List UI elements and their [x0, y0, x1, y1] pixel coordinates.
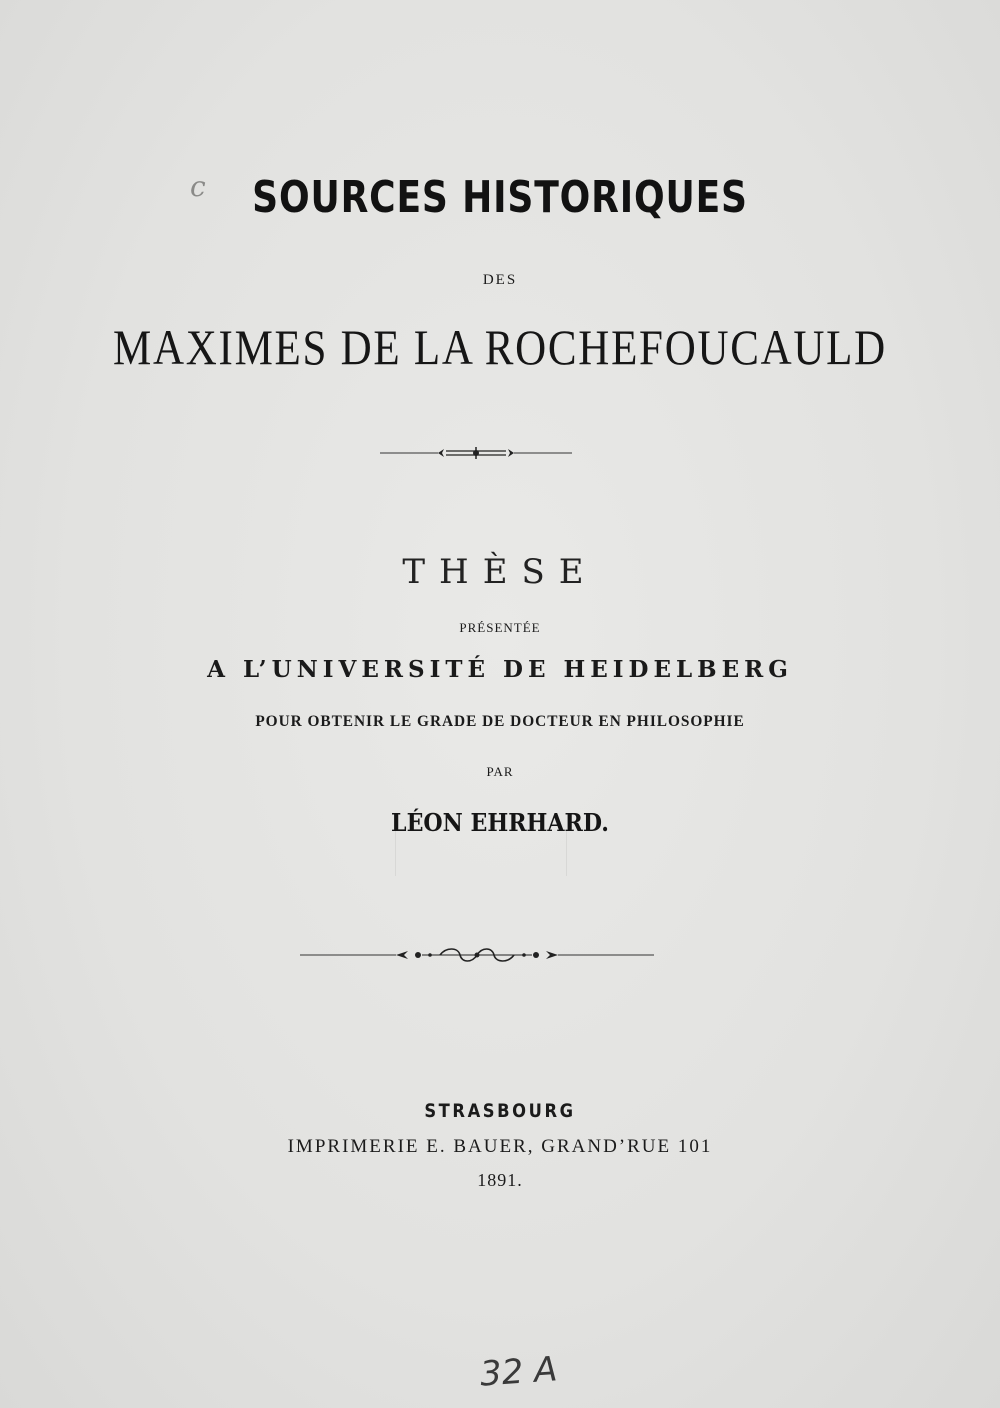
by-label: PAR [486, 764, 514, 779]
presented-label: PRÉSENTÉE [459, 620, 541, 635]
title-connector: DES [482, 272, 518, 288]
imprint-city: STRASBOURG [424, 1100, 576, 1122]
thesis-label: THÈSE [402, 552, 598, 592]
handwritten-shelfmark: 32 A [478, 1349, 559, 1395]
author-name: LÉON EHRHARD. [391, 808, 609, 837]
imprint-year: 1891. [477, 1170, 523, 1190]
pencil-mark: c [190, 170, 206, 203]
title-line-2: MAXIMES DE LA ROCHEFOUCAULD [113, 319, 887, 375]
imprint-printer: IMPRIMERIE E. BAUER, GRAND’RUE 101 [287, 1136, 713, 1157]
university-line: A L’UNIVERSITÉ DE HEIDELBERG [207, 656, 793, 683]
ornamental-rule-top [380, 444, 572, 462]
ornamental-rule-bottom [300, 944, 654, 966]
title-line-1: SOURCES HISTORIQUES [252, 172, 748, 223]
degree-purpose: POUR OBTENIR LE GRADE DE DOCTEUR EN PHILOSOPHIE [255, 713, 745, 730]
